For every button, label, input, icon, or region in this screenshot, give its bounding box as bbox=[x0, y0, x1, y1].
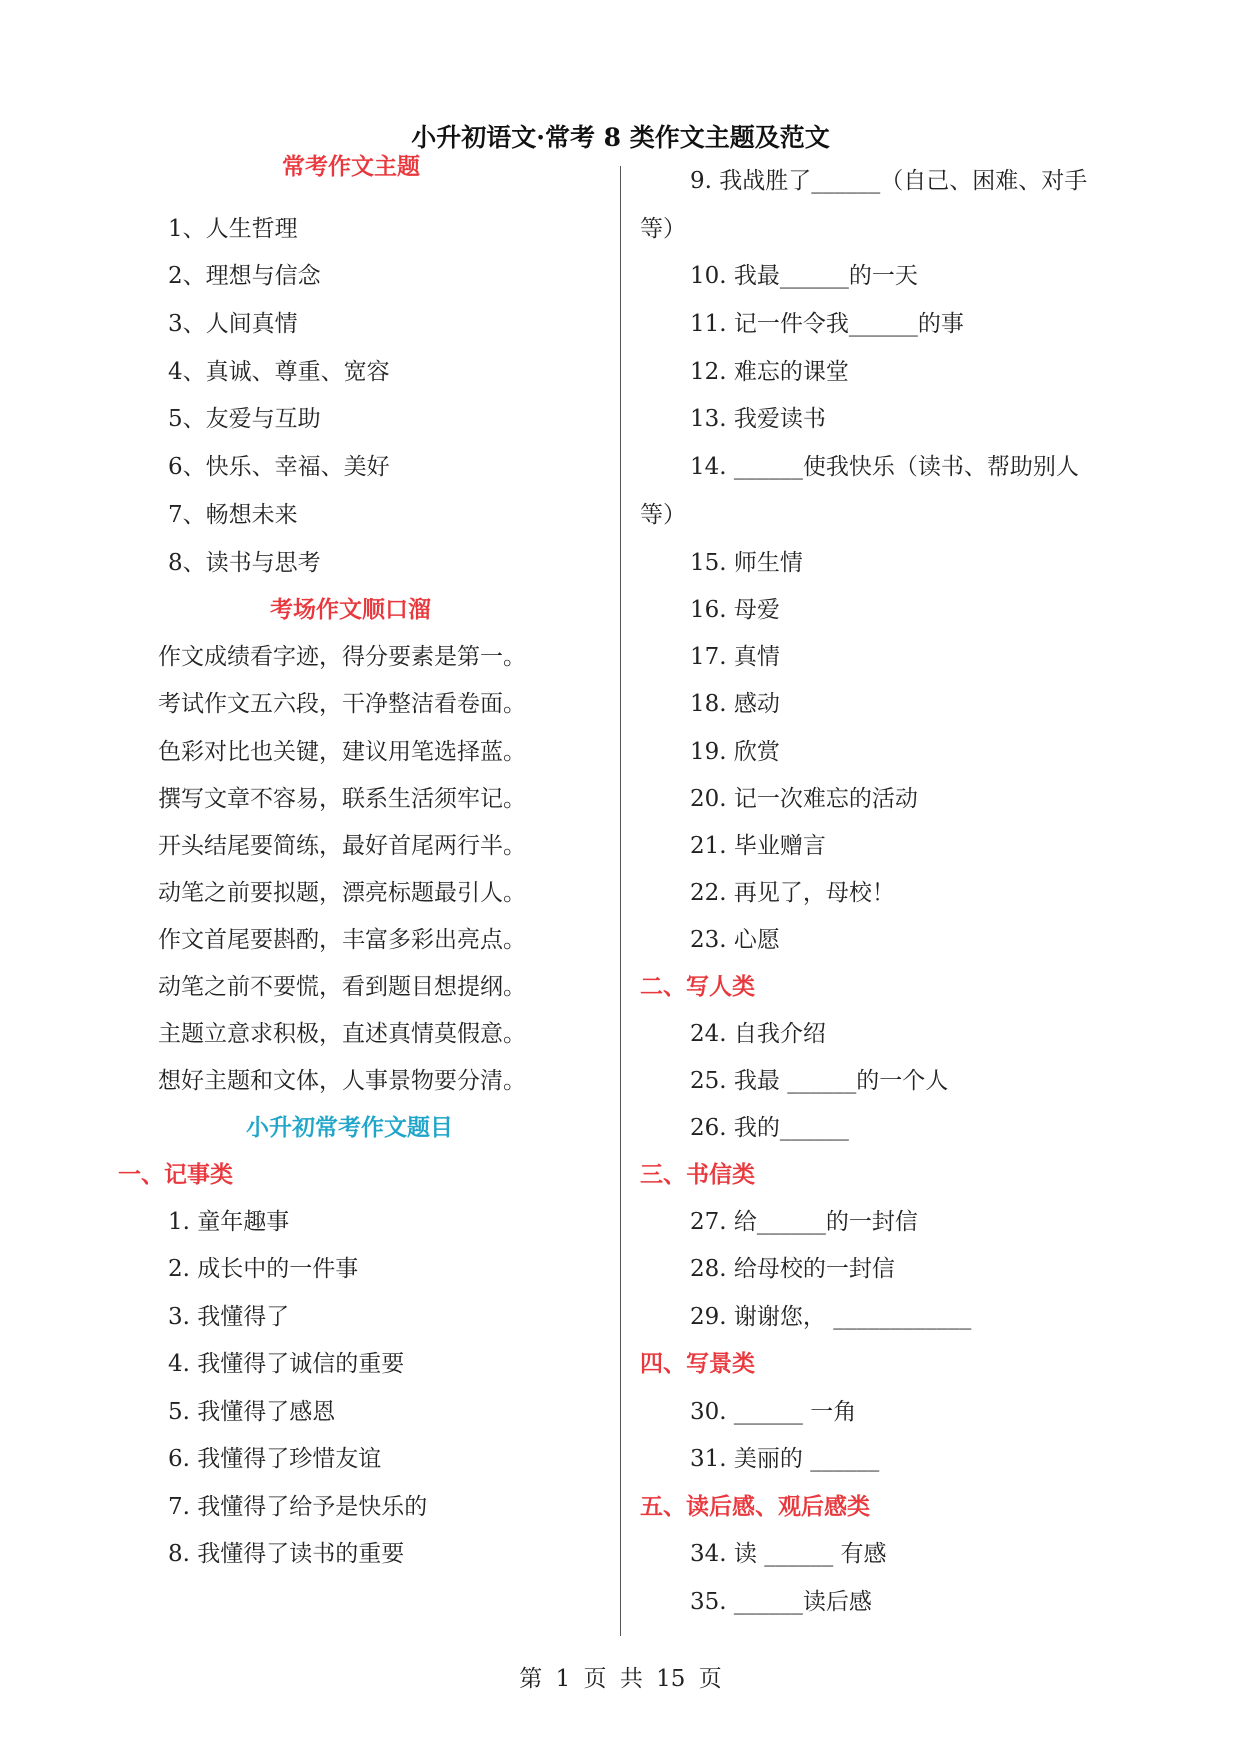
rhyme-line: 想好主题和文体，人事景物要分清。 bbox=[158, 1068, 526, 1094]
essay-title: 4. 我懂得了诚信的重要 bbox=[168, 1351, 405, 1377]
topic-item: 5、友爱与互助 bbox=[168, 406, 321, 432]
essay-title-continued: 等） bbox=[640, 502, 686, 528]
essay-title: 17. 真情 bbox=[690, 644, 780, 670]
essay-title: 14. ______使我快乐（读书、帮助别人 bbox=[690, 454, 1079, 480]
rhyme-line: 主题立意求积极，直述真情莫假意。 bbox=[158, 1021, 526, 1047]
essay-title: 11. 记一件令我______的事 bbox=[690, 311, 964, 337]
essay-title: 25. 我最 ______的一个人 bbox=[690, 1068, 949, 1094]
essay-title: 24. 自我介绍 bbox=[690, 1021, 826, 1047]
rhyme-line: 撰写文章不容易，联系生活须牢记。 bbox=[158, 786, 526, 812]
page-number-footer: 第 1 页 共 15 页 bbox=[519, 1666, 722, 1692]
essay-title: 27. 给______的一封信 bbox=[690, 1209, 918, 1235]
essay-title: 10. 我最______的一天 bbox=[690, 263, 918, 289]
essay-title: 23. 心愿 bbox=[690, 927, 780, 953]
rhyme-line: 考试作文五六段，干净整洁看卷面。 bbox=[158, 691, 526, 717]
rhyme-line: 作文首尾要斟酌，丰富多彩出亮点。 bbox=[158, 927, 526, 953]
rhyme-line: 开头结尾要简练，最好首尾两行半。 bbox=[158, 833, 526, 859]
topic-item: 1、人生哲理 bbox=[168, 216, 298, 242]
essay-title: 6. 我懂得了珍惜友谊 bbox=[168, 1446, 382, 1472]
essay-title: 35. ______读后感 bbox=[690, 1589, 872, 1615]
essay-title: 19. 欣赏 bbox=[690, 739, 780, 765]
essay-title: 26. 我的______ bbox=[690, 1115, 849, 1141]
titles-heading: 小升初常考作文题目 bbox=[246, 1114, 453, 1141]
essay-title: 29. 谢谢您， ____________ bbox=[690, 1304, 972, 1330]
section-heading-narrative: 一、记事类 bbox=[118, 1161, 233, 1188]
topic-item: 3、人间真情 bbox=[168, 311, 298, 337]
topic-item: 7、畅想未来 bbox=[168, 502, 298, 528]
topic-item: 2、理想与信念 bbox=[168, 263, 321, 289]
rhyme-line: 作文成绩看字迹，得分要素是第一。 bbox=[158, 644, 526, 670]
essay-title: 3. 我懂得了 bbox=[168, 1304, 290, 1330]
topics-heading: 常考作文主题 bbox=[282, 153, 420, 180]
rhyme-heading: 考场作文顺口溜 bbox=[270, 596, 431, 623]
topic-item: 6、快乐、幸福、美好 bbox=[168, 454, 390, 480]
section-heading-people: 二、写人类 bbox=[640, 973, 755, 1000]
essay-title: 28. 给母校的一封信 bbox=[690, 1256, 895, 1282]
essay-title: 18. 感动 bbox=[690, 691, 780, 717]
essay-title: 13. 我爱读书 bbox=[690, 406, 826, 432]
essay-title: 9. 我战胜了______（自己、困难、对手 bbox=[690, 168, 1088, 194]
essay-title: 7. 我懂得了给予是快乐的 bbox=[168, 1494, 428, 1520]
essay-title: 16. 母爱 bbox=[690, 597, 780, 623]
essay-title: 1. 童年趣事 bbox=[168, 1209, 290, 1235]
essay-title: 8. 我懂得了读书的重要 bbox=[168, 1541, 405, 1567]
essay-title: 34. 读 ______ 有感 bbox=[690, 1541, 887, 1567]
essay-title: 12. 难忘的课堂 bbox=[690, 359, 849, 385]
column-divider bbox=[620, 166, 621, 1636]
essay-title: 21. 毕业赠言 bbox=[690, 833, 826, 859]
page-title: 小升初语文·常考 8 类作文主题及范文 bbox=[411, 123, 830, 152]
essay-title: 22. 再见了，母校！ bbox=[690, 880, 895, 906]
topic-item: 8、读书与思考 bbox=[168, 550, 321, 576]
essay-title: 15. 师生情 bbox=[690, 550, 803, 576]
topic-item: 4、真诚、尊重、宽容 bbox=[168, 359, 390, 385]
essay-title: 5. 我懂得了感恩 bbox=[168, 1399, 336, 1425]
rhyme-line: 动笔之前要拟题，漂亮标题最引人。 bbox=[158, 880, 526, 906]
essay-title: 2. 成长中的一件事 bbox=[168, 1256, 359, 1282]
section-heading-reviews: 五、读后感、观后感类 bbox=[640, 1493, 870, 1520]
essay-title: 31. 美丽的 ______ bbox=[690, 1446, 880, 1472]
essay-title: 30. ______ 一角 bbox=[690, 1399, 857, 1425]
rhyme-line: 色彩对比也关键，建议用笔选择蓝。 bbox=[158, 739, 526, 765]
rhyme-line: 动笔之前不要慌，看到题目想提纲。 bbox=[158, 974, 526, 1000]
section-heading-letters: 三、书信类 bbox=[640, 1161, 755, 1188]
essay-title: 20. 记一次难忘的活动 bbox=[690, 786, 918, 812]
section-heading-scenery: 四、写景类 bbox=[640, 1350, 755, 1377]
essay-title-continued: 等） bbox=[640, 216, 686, 242]
